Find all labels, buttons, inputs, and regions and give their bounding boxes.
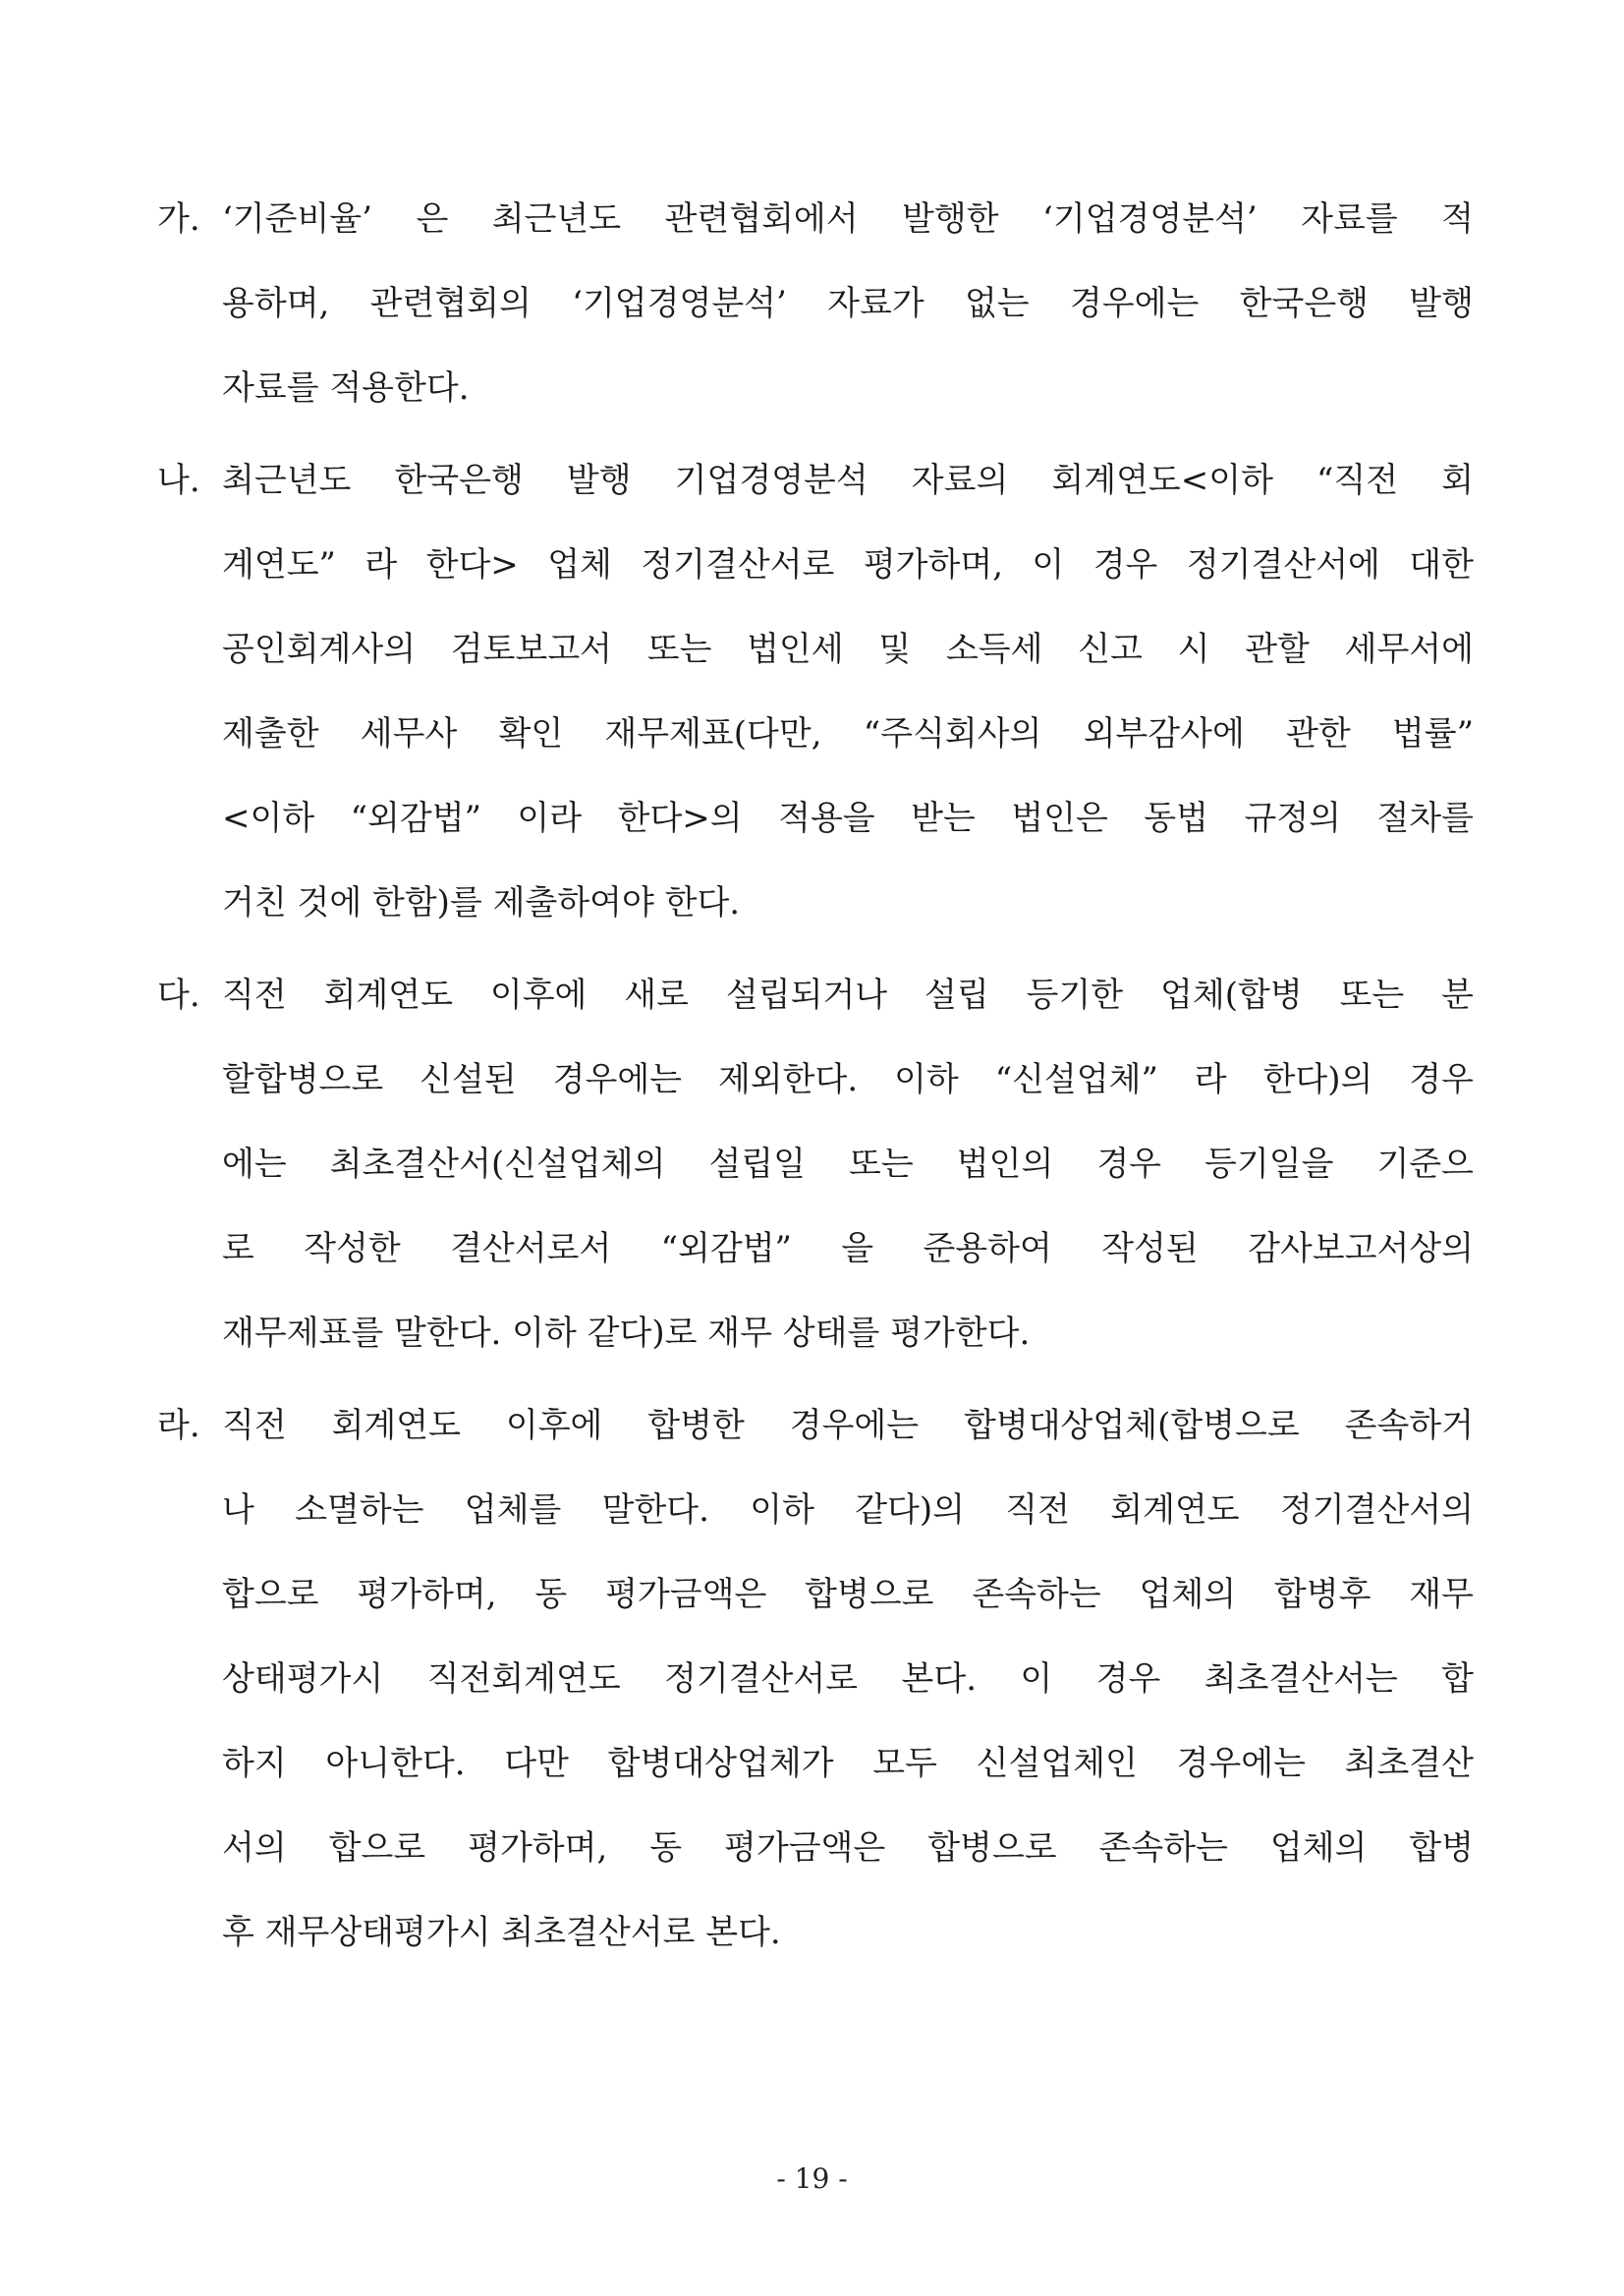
text-line: 직전 회계연도 이후에 새로 설립되거나 설립 등기한 업체(합병 또는 분 bbox=[222, 976, 1474, 1015]
text-line: 서의 합으로 평가하며, 동 평가금액은 합병으로 존속하는 업체의 합병 bbox=[222, 1828, 1474, 1868]
text-line: 최근년도 한국은행 발행 기업경영분석 자료의 회계연도<이하 “직전 회 bbox=[222, 461, 1474, 500]
text-line: 상태평가시 직전회계연도 정기결산서로 본다. 이 경우 최초결산서는 합 bbox=[222, 1659, 1474, 1699]
list-item-na bbox=[157, 438, 1474, 945]
page-number: - 19 - bbox=[776, 2162, 848, 2195]
text-line: 공인회계사의 검토보고서 또는 법인세 및 소득세 신고 시 관할 세무서에 bbox=[222, 630, 1474, 669]
text-line: 나 소멸하는 업체를 말한다. 이하 같다)의 직전 회계연도 정기결산서의 bbox=[222, 1490, 1474, 1530]
item-marker: 라. bbox=[157, 1406, 200, 1445]
text-line: 자료를 적용한다. bbox=[222, 368, 470, 408]
item-marker: 가. bbox=[157, 199, 200, 239]
text-line: 에는 최초결산서(신설업체의 설립일 또는 법인의 경우 등기일을 기준으 bbox=[222, 1145, 1474, 1184]
text-line: 재무제표를 말한다. 이하 같다)로 재무 상태를 평가한다. bbox=[222, 1314, 1031, 1353]
text-line: 거친 것에 한함)를 제출하여야 한다. bbox=[222, 883, 741, 923]
text-line: 하지 아니한다. 다만 합병대상업체가 모두 신설업체인 경우에는 최초결산 bbox=[222, 1744, 1474, 1783]
text-line: 후 재무상태평가시 최초결산서로 본다. bbox=[222, 1913, 781, 1952]
text-line: 직전 회계연도 이후에 합병한 경우에는 합병대상업체(합병으로 존속하거 bbox=[222, 1406, 1474, 1445]
item-body bbox=[222, 438, 1474, 945]
list-item-da bbox=[157, 953, 1474, 1375]
text-line: 용하며, 관련협회의 ‘기업경영분석’ 자료가 없는 경우에는 한국은행 발행 bbox=[222, 284, 1474, 323]
item-body bbox=[222, 1383, 1474, 1975]
text-line: 할합병으로 신설된 경우에는 제외한다. 이하 “신설업체” 라 한다)의 경우 bbox=[222, 1060, 1474, 1099]
list-item-ga bbox=[157, 177, 1474, 430]
item-marker: 다. bbox=[157, 976, 200, 1015]
text-line: 계연도” 라 한다> 업체 정기결산서로 평가하며, 이 경우 정기결산서에 대한 bbox=[222, 545, 1474, 585]
item-list bbox=[157, 177, 1474, 1975]
text-line: ‘기준비율’ 은 최근년도 관련협회에서 발행한 ‘기업경영분석’ 자료를 적 bbox=[222, 199, 1474, 239]
text-line: 로 작성한 결산서로서 “외감법” 을 준용하여 작성된 감사보고서상의 bbox=[222, 1229, 1474, 1268]
text-line: 합으로 평가하며, 동 평가금액은 합병으로 존속하는 업체의 합병후 재무 bbox=[222, 1575, 1474, 1614]
list-item-ra bbox=[157, 1383, 1474, 1975]
item-marker: 나. bbox=[157, 461, 200, 500]
text-line: 제출한 세무사 확인 재무제표(다만, “주식회사의 외부감사에 관한 법률” bbox=[222, 714, 1474, 754]
item-body bbox=[222, 177, 1474, 430]
text-line: <이하 “외감법” 이라 한다>의 적용을 받는 법인은 동법 규정의 절차를 bbox=[222, 799, 1474, 838]
item-body bbox=[222, 953, 1474, 1375]
